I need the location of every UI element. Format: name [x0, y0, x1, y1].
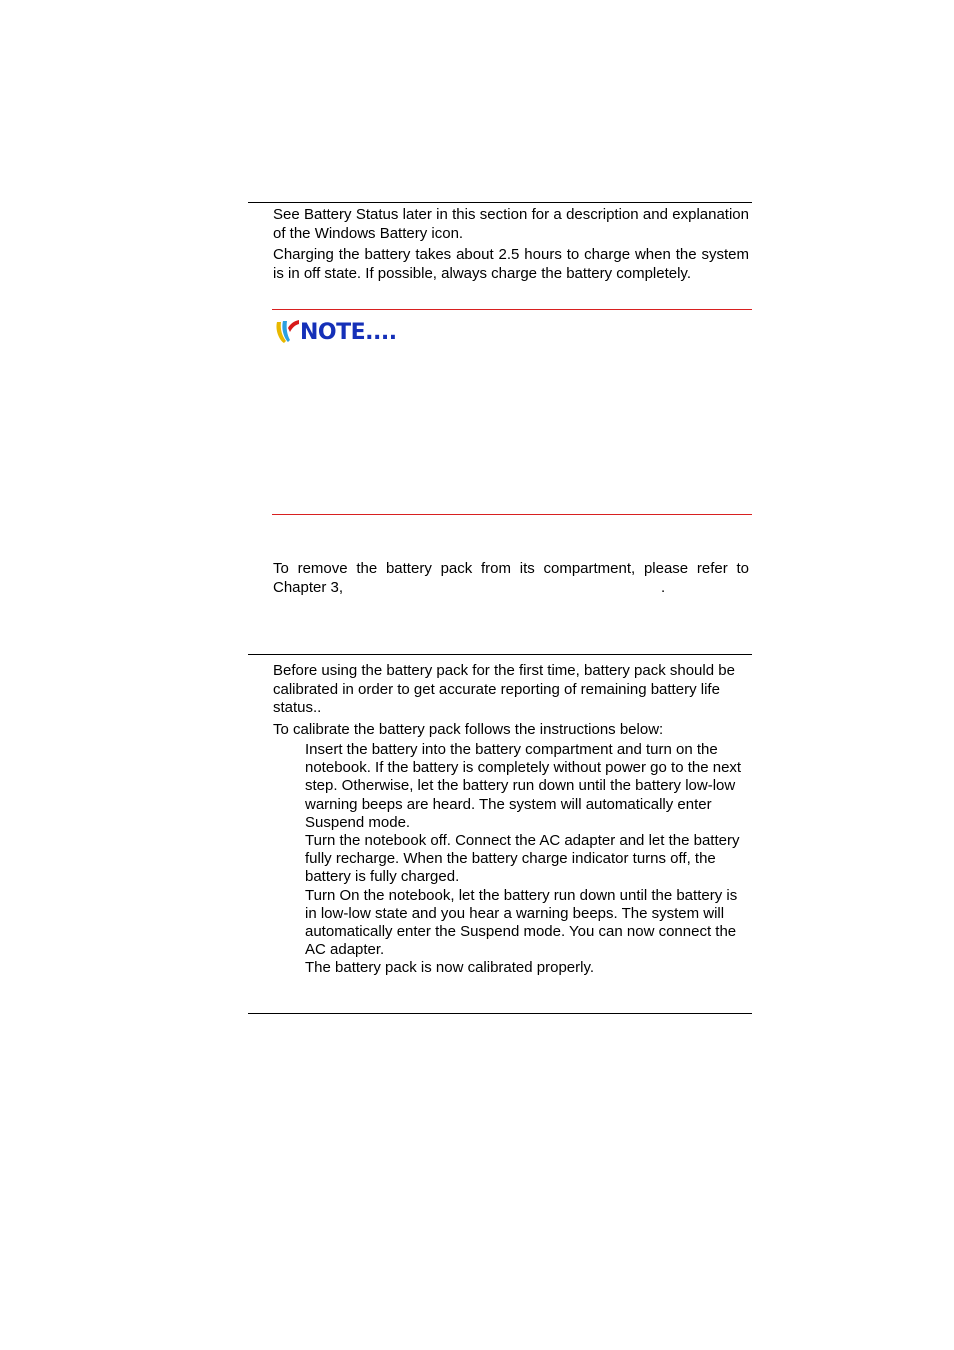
note-label: NOTE.... — [300, 320, 397, 345]
charging-time-paragraph: Charging the battery takes about 2.5 hours to charge when the system is in off state. If possible, always charge the battery completely. — [273, 246, 749, 282]
remove-battery-paragraph — [273, 560, 749, 597]
calibration-intro-paragraph: Before using the battery pack for the first time, battery pack should be calibrated in order to get accurate reporting of remaining battery life status.. — [273, 662, 735, 716]
remove-battery-period: . — [661, 578, 666, 596]
calibration-step: Insert the battery into the battery compartment and turn on the notebook. If the battery is completely without power go to the next step. Otherwise, let the battery run down until the battery low-low warning beeps are heard. The system will automatically enter Suspend mode. — [305, 741, 742, 831]
calibration-instructions-lead: To calibrate the battery pack follows the instructions below: — [273, 721, 664, 738]
battery-status-paragraph: See Battery Status later in this section for a description and explanation of the Windows Battery icon. — [273, 206, 749, 242]
calibration-step: Turn On the notebook, let the battery run down until the battery is in low-low state and you hear a warning beeps. The system will automatically enter the Suspend mode. You can now connect the AC adapter. — [305, 886, 738, 959]
bottom-divider — [248, 1013, 752, 1014]
remove-battery-text: To remove the battery pack from its compartment, please refer to Chapter 3, — [273, 560, 749, 596]
calibration-steps-list — [305, 741, 751, 978]
calibration-step: The battery pack is now calibrated properly. — [305, 959, 595, 977]
calibration-step: Turn the notebook off. Connect the AC adapter and let the battery fully recharge. When the battery charge indicator turns off, the battery is fully charged. — [305, 832, 740, 886]
note-top-divider — [272, 309, 752, 310]
calibration-divider — [248, 654, 752, 655]
top-divider — [248, 202, 752, 203]
note-bottom-divider — [272, 514, 752, 515]
